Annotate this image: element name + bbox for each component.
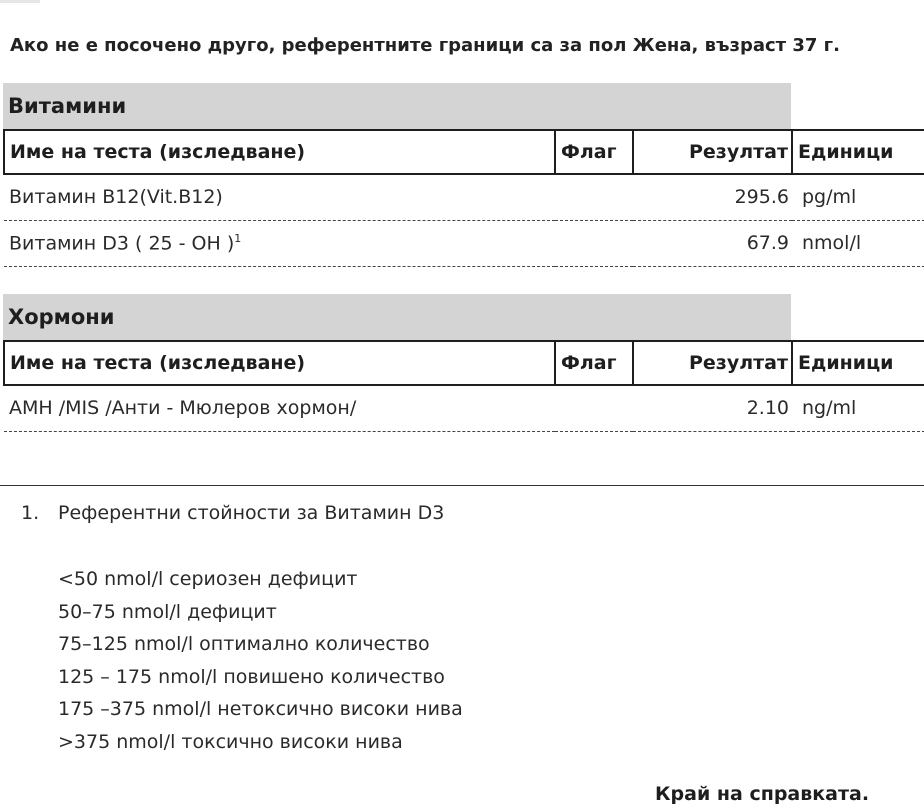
- reference-note: Ако не е посочено друго, референтните граници са за пол Жена, възраст 37 г.: [10, 35, 840, 56]
- vitamins-table: [3, 129, 924, 267]
- header-result: Резултат: [633, 130, 792, 174]
- footnote-title: Референтни стойности за Витамин D3: [58, 502, 445, 524]
- table-row: [4, 385, 924, 431]
- test-units: pg/ml: [792, 174, 924, 220]
- section-title-vitamins: Витамини: [3, 83, 791, 129]
- hormones-table: [3, 340, 924, 432]
- header-result: Резултат: [633, 341, 792, 385]
- test-name: Витамин D3 ( 25 - OH )$^1$: [4, 220, 555, 266]
- table-row: [4, 174, 924, 220]
- footnote-divider: [0, 485, 924, 486]
- test-result: 2.10: [633, 385, 792, 431]
- header-test-name: Име на теста (изследване): [4, 130, 555, 174]
- section-hormones: [3, 294, 924, 432]
- range-item: 75–125 nmol/l оптимално количество: [58, 633, 430, 655]
- end-of-report: Край на справката.: [655, 783, 870, 805]
- test-flag: [555, 385, 633, 431]
- test-units: ng/ml: [792, 385, 924, 431]
- footnote-number: 1.: [21, 502, 40, 524]
- header-flag: Флаг: [555, 341, 633, 385]
- header-units: Единици: [792, 341, 924, 385]
- table-header-row: [4, 130, 924, 174]
- test-name: Витамин B12(Vit.B12): [4, 174, 555, 220]
- section-title-hormones: Хормони: [3, 294, 791, 340]
- table-header-row: [4, 341, 924, 385]
- test-flag: [555, 174, 633, 220]
- range-item: 50–75 nmol/l дефицит: [58, 600, 277, 623]
- header-units: Единици: [792, 130, 924, 174]
- test-name: АМН /MIS /Анти - Мюлеров хормон/: [4, 385, 555, 431]
- vitamin-d3-reference-ranges: [58, 563, 463, 758]
- range-item: >375 nmol/l токсично високи нива: [58, 730, 403, 753]
- range-item: 125 – 175 nmol/l повишено количество: [58, 665, 445, 688]
- table-row: [4, 220, 924, 266]
- test-result: 67.9: [633, 220, 792, 266]
- test-flag: [555, 220, 633, 266]
- header-test-name: Име на теста (изследване): [4, 341, 555, 385]
- section-vitamins: [3, 83, 924, 267]
- top-edge-mark: [0, 0, 40, 3]
- range-item: 175 –375 nmol/l нетоксично високи нива: [58, 698, 463, 720]
- range-item: <50 nmol/l сериозен дефицит: [58, 568, 358, 590]
- test-units: nmol/l: [792, 220, 924, 266]
- header-flag: Флаг: [555, 130, 633, 174]
- test-result: 295.6: [633, 174, 792, 220]
- footnote-marker: 1: [234, 231, 242, 245]
